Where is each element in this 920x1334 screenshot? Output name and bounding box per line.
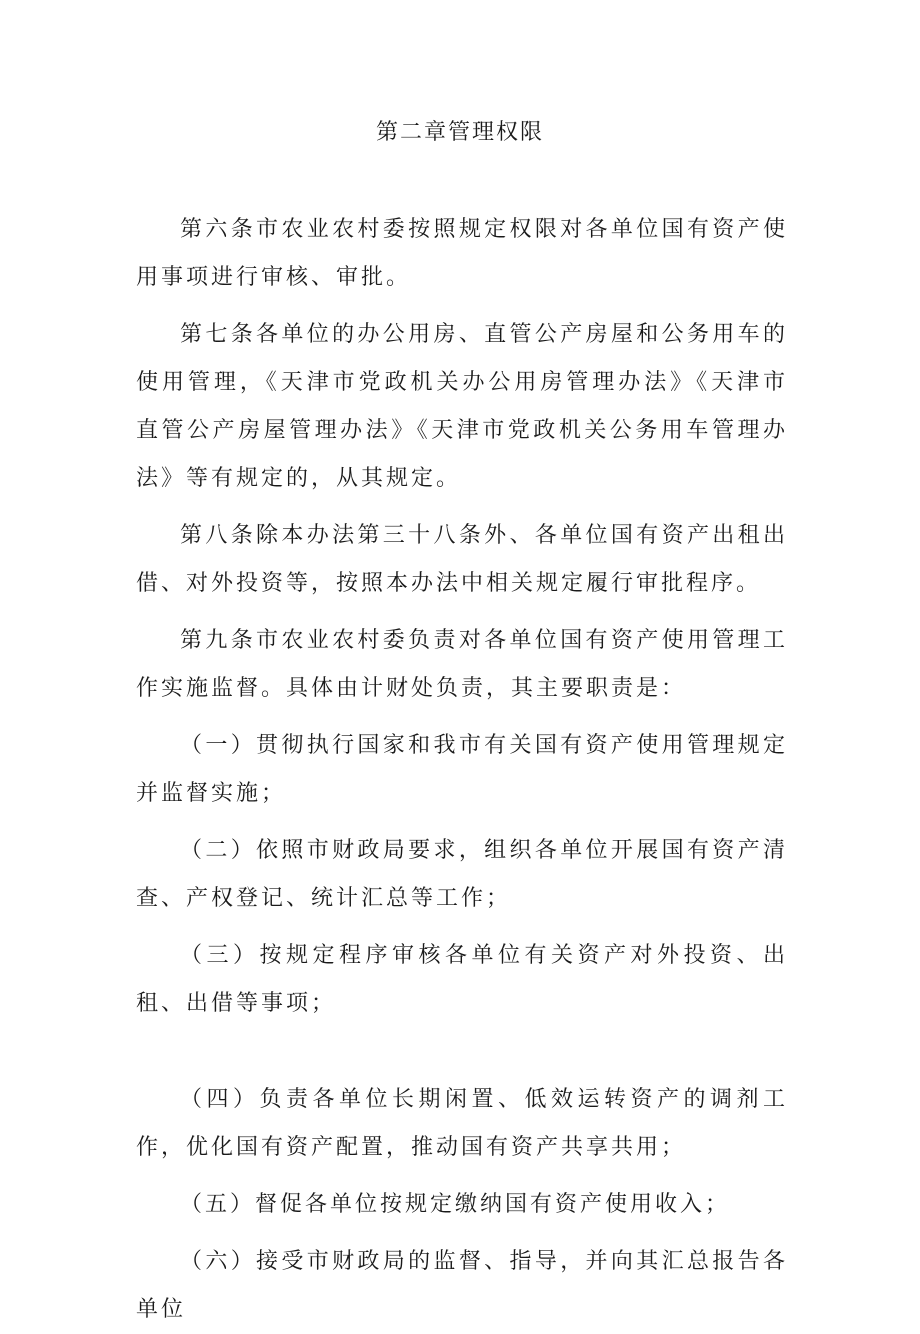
- paragraph-article-8: 第八条除本办法第三十八条外、各单位国有资产出租出借、对外投资等，按照本办法中相关规定履行审批程序。: [136, 523, 788, 596]
- paragraph-item-6: （六）接受市财政局的监督、指导，并向其汇总报告各单位: [136, 1249, 788, 1322]
- paragraph-article-7: 第七条各单位的办公用房、直管公产房屋和公务用车的使用管理，《天津市党政机关办公用房管理办法》《天津市直管公产房屋管理办法》《天津市党政机关公务用车管理办法》等有规定的，从其规定。: [136, 322, 788, 491]
- paragraph-article-6: 第六条市农业农村委按照规定权限对各单位国有资产使用事项进行审核、审批。: [136, 217, 788, 290]
- paragraph-item-2: （二）依照市财政局要求，组织各单位开展国有资产清查、产权登记、统计汇总等工作；: [136, 838, 788, 911]
- paragraph-item-5: （五）督促各单位按规定缴纳国有资产使用收入；: [180, 1192, 731, 1217]
- paragraph-item-1: （一）贯彻执行国家和我市有关国有资产使用管理规定并监督实施；: [136, 733, 788, 806]
- paragraph-item-4: （四）负责各单位长期闲置、低效运转资产的调剂工作，优化国有资产配置，推动国有资产共享共用；: [136, 1087, 788, 1160]
- chapter-title: 第二章管理权限: [375, 120, 544, 145]
- paragraph-article-9: 第九条市农业农村委负责对各单位国有资产使用管理工作实施监督。具体由计财处负责，其主要职责是：: [136, 628, 788, 701]
- paragraph-item-3: （三）按规定程序审核各单位有关资产对外投资、出租、出借等事项；: [136, 943, 788, 1016]
- document-body: [136, 206, 788, 1334]
